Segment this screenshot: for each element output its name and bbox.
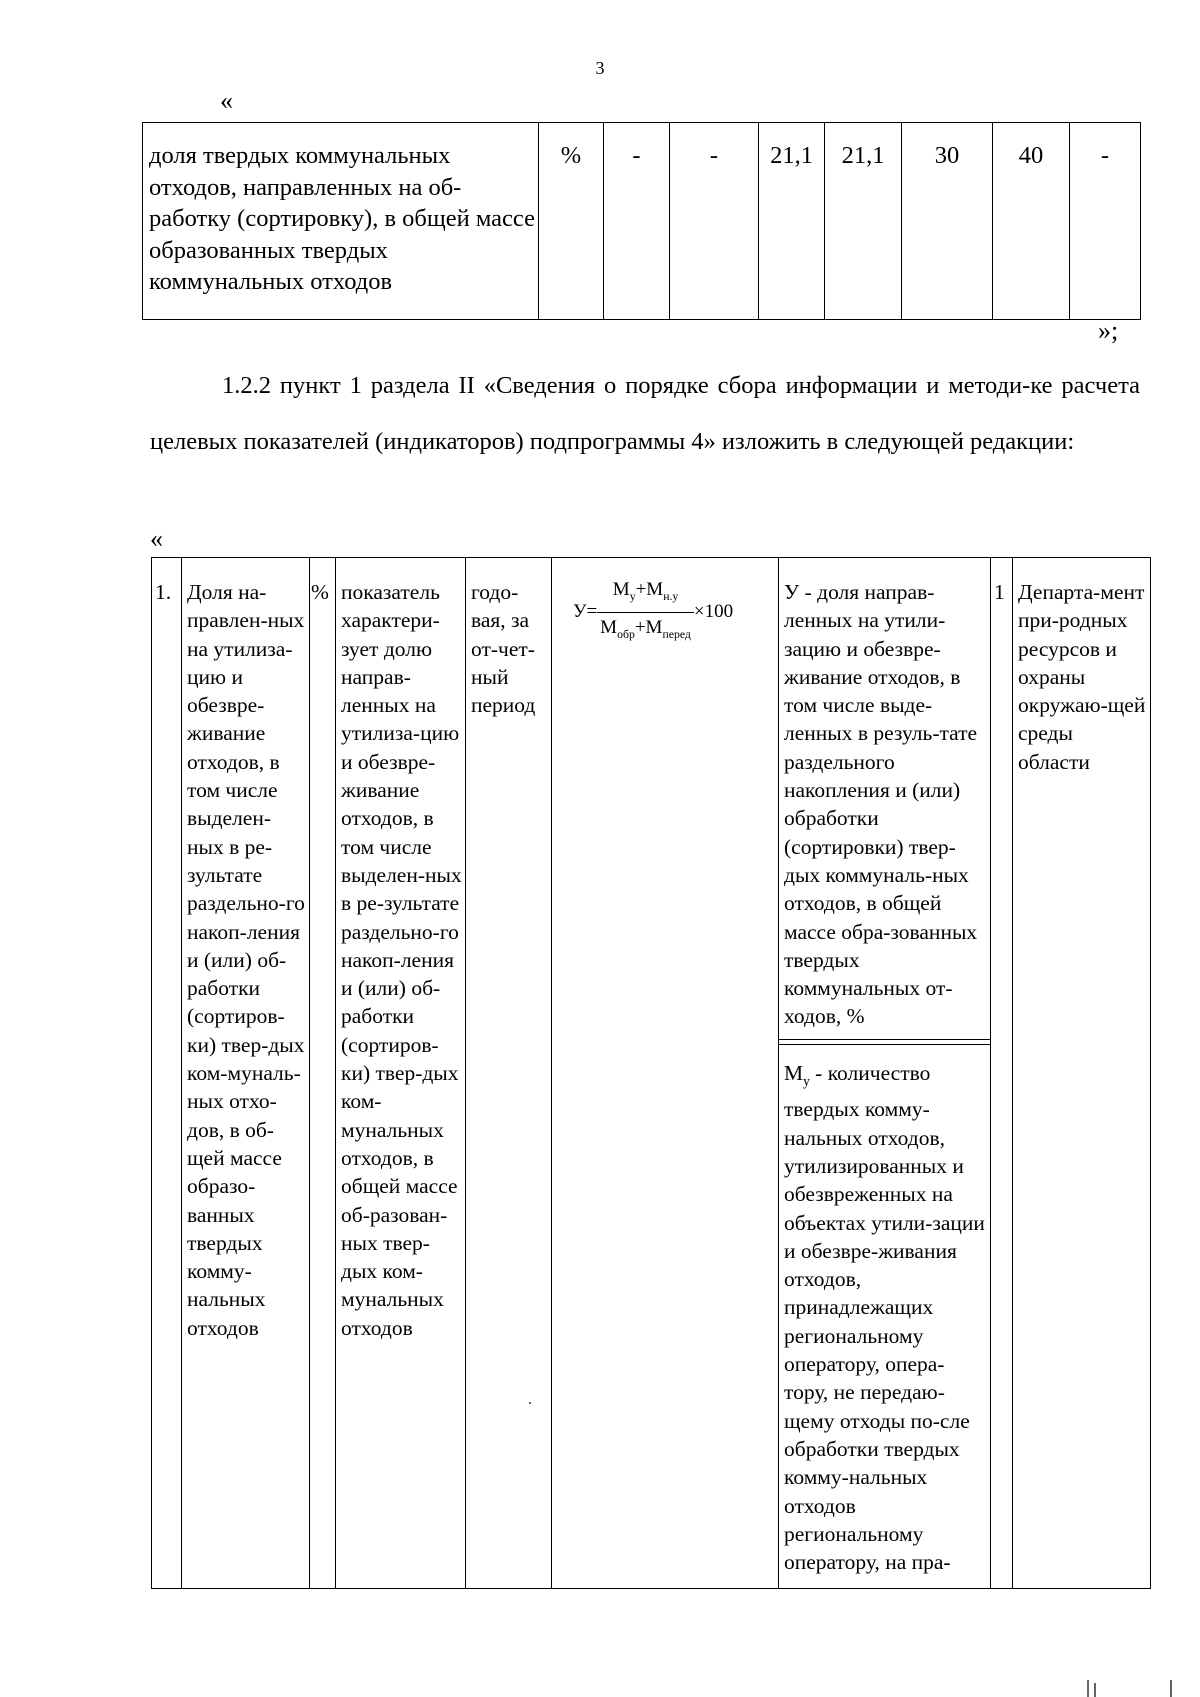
value-cell: -: [604, 123, 670, 320]
methodology-table: [151, 557, 1151, 1589]
opening-quote: «: [220, 86, 233, 115]
scan-edge-mark: [1087, 1680, 1089, 1697]
calculation-formula: [552, 558, 779, 1589]
variable-definition: $М_у$ - количество твердых комму-нальных отходов, утилизированных и обезвреженных на объектах утили-зации и обезвре-живания отходов, принадлежащих региональному оператору, опера-тору, не передаю-щему отходы по-сле обработки твердых комму-нальных отходов региональному оператору, на пра-: [779, 1044, 990, 1577]
unit-cell: %: [539, 123, 604, 320]
page-number: 3: [595, 58, 605, 78]
unit-cell: %: [310, 558, 336, 1589]
indicator-description: доля твердых коммунальных отходов, направленных на об-работку (сортировку), в общей массе образованных твердых коммунальных отходов: [143, 123, 539, 320]
value-cell: 21,1: [825, 123, 902, 320]
indicator-values-table: [142, 122, 1141, 320]
opening-quote: «: [150, 524, 163, 553]
scan-speck: [529, 1402, 531, 1404]
value-cell: 40: [993, 123, 1070, 320]
value-cell: -: [670, 123, 759, 320]
formula: У= $М_у+М_{н.у}$ $М_{обр}+М_{перед}$ ×100: [557, 576, 776, 649]
value-cell: -: [1070, 123, 1141, 320]
value-cell: 30: [902, 123, 993, 320]
variable-definition: У - доля направ-ленных на утили-зацию и обезвре-живание отходов, в том числе выде-ленных в резуль-тате раздельного накопления и (или) обработки (сортировки) твер-дых коммуналь-ных отходов, в общей массе обра-зованных твердых коммунальных от-ходов, %: [779, 558, 990, 1040]
scan-edge-mark: [1170, 1680, 1172, 1697]
indicator-name: Доля на-правлен-ных на утилиза-цию и обезвре-живание отходов, в том числе выделен-ных в ре-зультате раздельно-го накоп-ления и (или) об-работки (сортиров-ки) твер-дых ком-муналь-ных отхо-дов, в об-щей массе образо-ванных твердых комму-нальных отходов: [182, 558, 310, 1589]
responsible-body: Департа-мент при-родных ресурсов и охраны окружаю-щей среды области: [1013, 558, 1151, 1589]
closing-quote: »;: [1098, 316, 1119, 345]
value-cell: 21,1: [759, 123, 825, 320]
row-number: 1.: [152, 558, 182, 1589]
table-row: [152, 558, 1151, 1589]
scan-edge-mark: [1094, 1683, 1096, 1697]
variables-cell: [779, 558, 991, 1589]
amendment-paragraph: 1.2.2 пункт 1 раздела II «Сведения о порядке сбора информации и методи-ке расчета целевых показателей (индикаторов) подпрограммы 4» изложить в следующей редакции:: [150, 372, 1140, 455]
periodicity: годо-вая, за от-чет-ный период: [466, 558, 552, 1589]
source-code: 1: [991, 558, 1013, 1589]
table-row: [143, 123, 1141, 320]
indicator-definition: показатель характери-зует долю направ-ленных на утилиза-цию и обезвре-живание отходов, в том числе выделен-ных в ре-зультате раздельно-го накоп-ления и (или) об-работки (сортиров-ки) твер-дых ком-мунальных отходов, в общей массе об-разован-ных твер-дых ком-мунальных отходов: [336, 558, 466, 1589]
